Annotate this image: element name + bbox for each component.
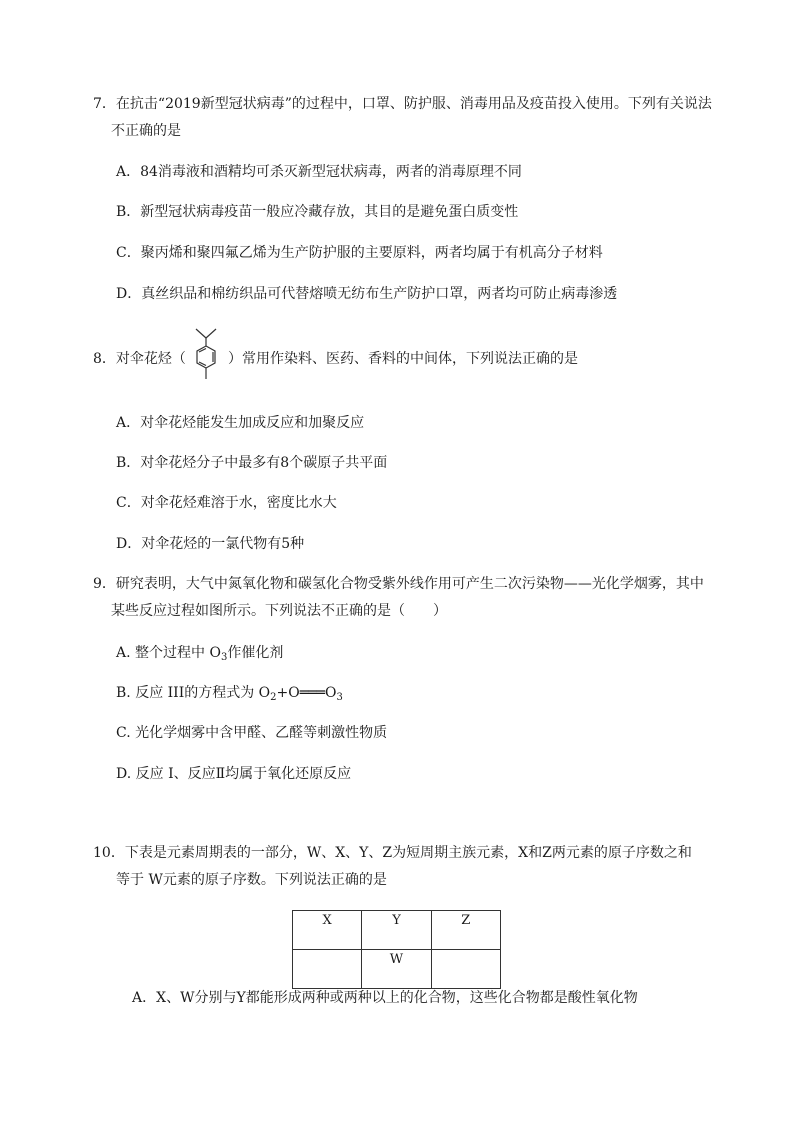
q7-option-b: B．新型冠状病毒疫苗一般应冷藏存放，其目的是避免蛋白质变性 xyxy=(116,204,519,220)
q9-option-c: C. 光化学烟雾中含甲醛、乙醛等刺激性物质 xyxy=(116,725,388,741)
q8-option-a: A．对伞花烃能发生加成反应和加聚反应 xyxy=(116,415,365,431)
q10-option-a: A．X、W分别与Y都能形成两种或两种以上的化合物，这些化合物都是酸性氧化物 xyxy=(132,990,638,1006)
q9-option-b-equation: +O═══O xyxy=(276,685,337,701)
q9-stem-line2: 某些反应过程如图所示。下列说法不正确的是（ ） xyxy=(111,603,447,619)
table-cell-empty-1 xyxy=(293,950,362,989)
q9-option-a xyxy=(116,643,283,668)
table-cell-empty-2 xyxy=(431,950,500,989)
periodic-table-fragment xyxy=(292,910,501,989)
q10-stem-line1: 10．下表是元素周期表的一部分，W、X、Y、Z为短周期主族元素，X和Z两元素的原子序数之和 xyxy=(93,845,692,861)
q7-stem-line2: 不正确的是 xyxy=(111,123,181,139)
q9-option-a-text: A. 整个过程中 O xyxy=(116,645,221,661)
q7-option-d: D．真丝织品和棉纺织品可代替熔喷无纺布生产防护口罩，两者均可防止病毒渗透 xyxy=(116,286,618,302)
table-cell-y: Y xyxy=(362,911,431,950)
q8-stem-after: ）常用作染料、医药、香料的中间体，下列说法正确的是 xyxy=(228,351,578,367)
table-row xyxy=(293,950,501,989)
q9-option-b-subscript-1: 2 xyxy=(270,692,277,703)
q9-option-b-text: B. 反应 III的方程式为 O xyxy=(116,685,271,701)
q10-stem-line2: 等于 W元素的原子序数。下列说法正确的是 xyxy=(116,872,387,888)
q9-option-a-subscript: 3 xyxy=(220,652,228,663)
table-cell-x: X xyxy=(293,911,362,950)
q9-option-b-subscript-2: 3 xyxy=(336,692,343,703)
q8-stem-before: 8．对伞花烃（ xyxy=(93,351,186,367)
q8-option-d: D．对伞花烃的一氯代物有5种 xyxy=(116,536,305,552)
q7-option-a: A．84消毒液和酒精均可杀灭新型冠状病毒，两者的消毒原理不同 xyxy=(116,164,522,180)
table-cell-w: W xyxy=(362,950,431,989)
q9-option-d: D. 反应 I、反应Ⅱ均属于氧化还原反应 xyxy=(116,766,352,782)
q7-option-c: C．聚丙烯和聚四氟乙烯为生产防护服的主要原料，两者均属于有机高分子材料 xyxy=(116,245,603,261)
q9-option-b xyxy=(116,683,343,708)
q7-stem-line1: 7．在抗击“2019新型冠状病毒”的过程中，口罩、防护服、消毒用品及疫苗投入使用。下列有关说法 xyxy=(93,96,712,112)
q9-option-a-tail: 作催化剂 xyxy=(227,645,284,661)
q8-option-c: C．对伞花烃难溶于水，密度比水大 xyxy=(116,495,337,511)
p-cymene-structure-image xyxy=(188,324,224,388)
table-row xyxy=(293,911,501,950)
q9-stem-line1: 9．研究表明，大气中氮氧化物和碳氢化合物受紫外线作用可产生二次污染物——光化学烟雾，其中 xyxy=(93,576,704,592)
table-cell-z: Z xyxy=(431,911,500,950)
q8-option-b: B．对伞花烃分子中最多有8个碳原子共平面 xyxy=(116,455,388,471)
